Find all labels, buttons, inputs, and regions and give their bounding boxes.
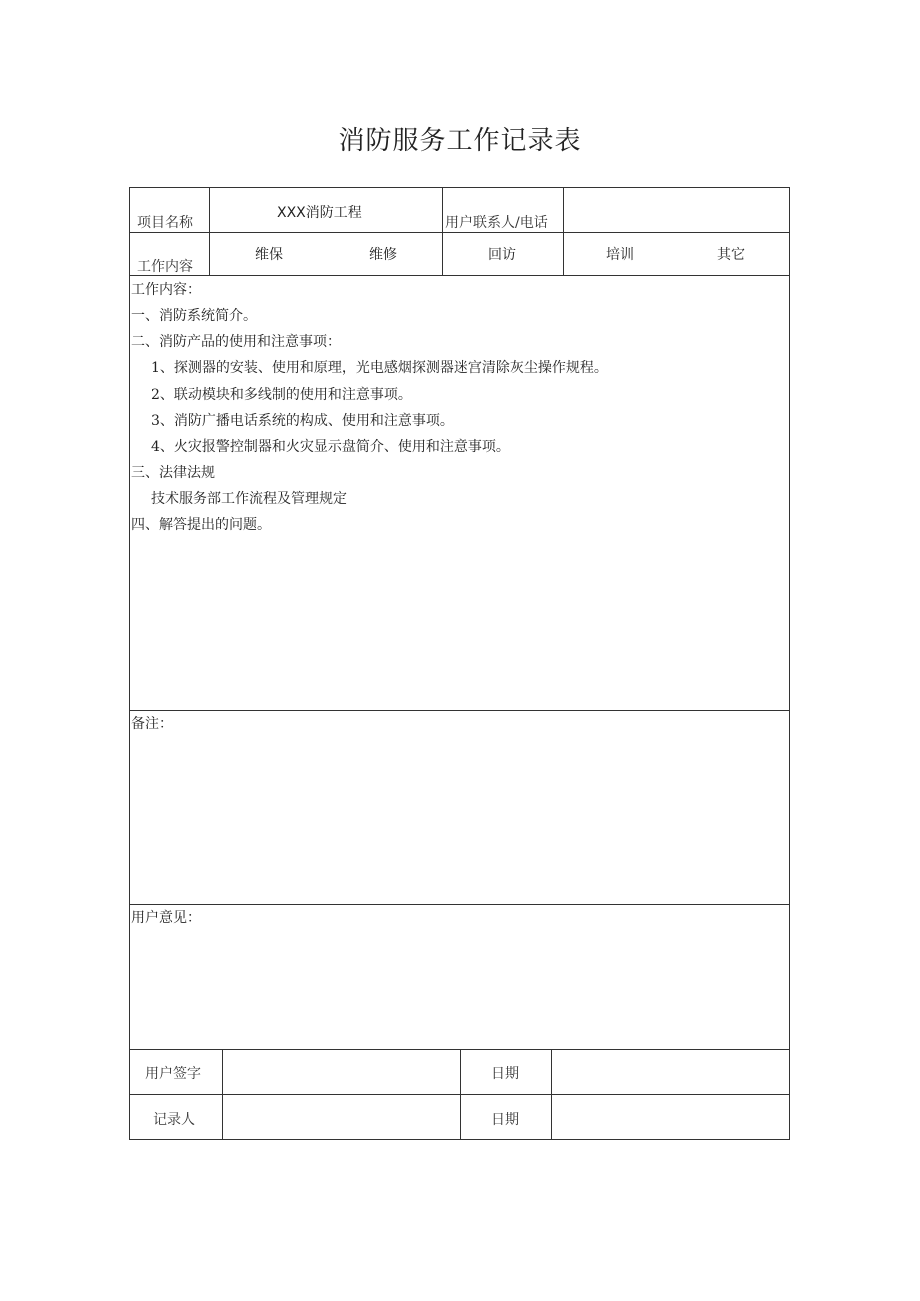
col-divider	[563, 187, 564, 275]
work-type-repair[interactable]: 维修	[369, 247, 397, 263]
user-signature-label: 用户签字	[145, 1066, 201, 1082]
page-title: 消防服务工作记录表	[338, 126, 582, 156]
col-divider	[460, 1049, 461, 1140]
row-divider	[129, 710, 790, 711]
content-line: 二、消防产品的使用和注意事项：	[131, 334, 341, 350]
work-type-maintenance[interactable]: 维保	[255, 247, 283, 263]
content-line: 2、联动模块和多线制的使用和注意事项。	[151, 387, 412, 403]
work-type-label: 工作内容	[137, 259, 193, 275]
content-line: 4、火灾报警控制器和火灾显示盘简介、使用和注意事项。	[151, 439, 510, 455]
record-form	[129, 187, 790, 1140]
row-divider	[129, 275, 790, 276]
recorder-label: 记录人	[153, 1112, 195, 1128]
col-divider	[442, 187, 443, 275]
content-heading: 工作内容：	[131, 282, 201, 298]
content-line: 四、解答提出的问题。	[131, 517, 271, 533]
content-line: 一、消防系统简介。	[131, 308, 257, 324]
work-type-revisit[interactable]: 回访	[488, 247, 516, 263]
content-line: 技术服务部工作流程及管理规定	[151, 491, 347, 507]
content-line: 3、消防广播电话系统的构成、使用和注意事项。	[151, 413, 454, 429]
row-divider	[129, 904, 790, 905]
project-name-label: 项目名称	[137, 215, 193, 231]
remarks-label: 备注：	[131, 716, 173, 732]
row-divider	[129, 232, 790, 233]
content-line: 三、法律法规	[131, 465, 215, 481]
col-divider	[551, 1049, 552, 1140]
content-line: 1、探测器的安装、使用和原理，光电感烟探测器迷宫清除灰尘操作规程。	[151, 360, 608, 376]
form-border	[129, 187, 790, 1140]
date-label: 日期	[491, 1112, 519, 1128]
contact-label: 用户联系人/电话	[445, 215, 548, 231]
user-opinion-label: 用户意见：	[131, 910, 201, 926]
work-type-other[interactable]: 其它	[717, 247, 745, 263]
work-type-training[interactable]: 培训	[606, 247, 634, 263]
date-label: 日期	[491, 1066, 519, 1082]
col-divider	[222, 1049, 223, 1140]
col-divider	[209, 187, 210, 275]
project-name-value[interactable]: XXX消防工程	[277, 205, 362, 221]
